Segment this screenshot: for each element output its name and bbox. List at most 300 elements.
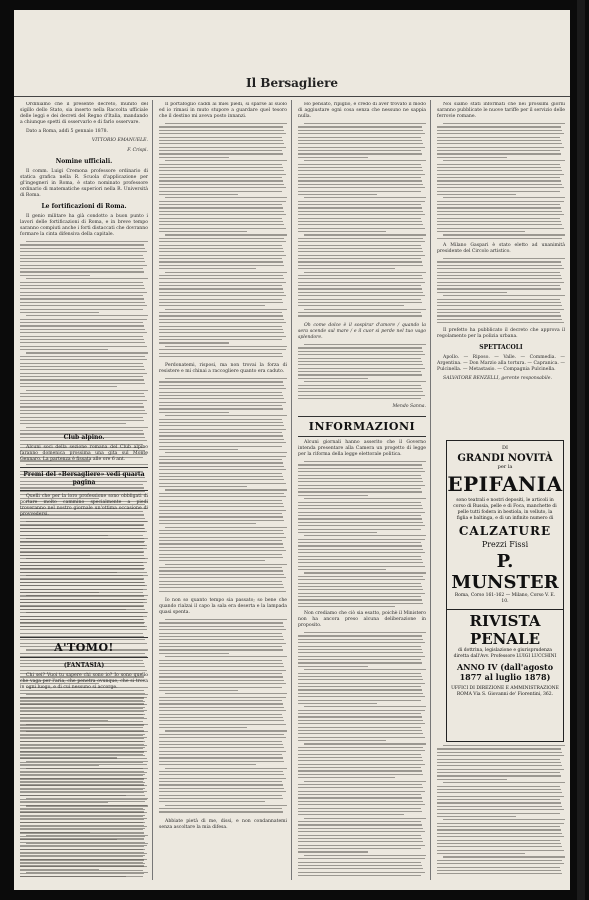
text-line [20, 876, 126, 877]
text-line [298, 164, 421, 165]
text-line [20, 541, 145, 542]
text-line [20, 762, 143, 763]
text-line [20, 413, 147, 414]
column-rule [152, 100, 153, 880]
text-line [165, 564, 287, 565]
poem-author: Mendo Sanna. [392, 404, 426, 409]
text-line [20, 531, 147, 532]
text-line [20, 599, 147, 600]
text-line [159, 392, 282, 393]
text-line [443, 295, 565, 296]
text-line [298, 133, 425, 134]
text-line [298, 529, 421, 530]
text-line [159, 520, 284, 521]
text-line [159, 550, 286, 551]
text-line [20, 298, 144, 299]
text-line [298, 831, 425, 832]
text-line [159, 218, 282, 219]
text-line [20, 332, 147, 333]
text-line [304, 272, 426, 273]
text-line [159, 567, 282, 568]
text-line [165, 693, 287, 694]
text-line [159, 255, 286, 256]
text-line [298, 368, 425, 369]
text-line [437, 870, 561, 871]
text-line [159, 353, 282, 354]
text-line [159, 516, 283, 517]
text-line [20, 619, 144, 620]
text-line [437, 799, 560, 800]
text-line [20, 568, 145, 569]
text-line [437, 813, 560, 814]
text-line [159, 288, 283, 289]
text-block [159, 123, 287, 363]
text-line [159, 757, 283, 758]
text-line [20, 816, 143, 817]
text-line [443, 123, 565, 124]
text-line [437, 860, 562, 861]
text-line [159, 710, 286, 711]
text-line [298, 255, 425, 256]
text-line [437, 140, 561, 141]
text-line [159, 626, 284, 627]
article-fortificazioni: Il genio militare ha già condotto a buon punto i lavori delle fortificazioni di Roma, e in breve tempo saranno compiuti anche i forti distaccati che dovranno formare la cinta difensiva della capitale. [20, 214, 148, 237]
ad-calzature: CALZATURE [458, 524, 552, 538]
text-line [437, 211, 562, 212]
text-line [298, 828, 423, 829]
text-line [437, 153, 561, 154]
text-line [298, 187, 425, 188]
article-informazioni: Alcuni giornali hanno asserito che il Governo intenda presentare alla Camera un progetto di legge per la riforma della legge elettorale politica. [298, 440, 426, 457]
text-line [437, 312, 560, 313]
text-line [298, 211, 423, 212]
text-line [298, 710, 425, 711]
text-line [298, 683, 425, 684]
text-line [20, 548, 143, 549]
text-line [159, 133, 286, 134]
text-line [159, 265, 284, 266]
text-line [298, 646, 421, 647]
text-line [298, 224, 423, 225]
text-line [20, 329, 145, 330]
text-line [298, 730, 422, 731]
text-line [437, 840, 560, 841]
text-line [20, 383, 145, 384]
text-line [20, 809, 145, 810]
text-line [20, 369, 145, 370]
text-line [159, 554, 282, 555]
text-line [298, 635, 422, 636]
text-line [298, 478, 422, 479]
text-line [159, 150, 282, 151]
text-line [298, 522, 423, 523]
text-line [437, 802, 561, 803]
text-line [298, 295, 425, 296]
text-line [159, 238, 284, 239]
text-line [298, 797, 422, 798]
text-line [26, 390, 148, 391]
text-line [437, 755, 564, 756]
text-line [437, 191, 560, 192]
text-line [159, 557, 283, 558]
text-line [20, 792, 144, 793]
text-line [298, 666, 368, 667]
text-line [159, 653, 229, 654]
text-line [159, 342, 229, 343]
text-line [298, 278, 423, 279]
text-line [437, 765, 562, 766]
text-line [165, 730, 287, 731]
text-line [437, 261, 561, 262]
text-line [159, 629, 286, 630]
text-line [298, 767, 421, 768]
text-line [298, 157, 368, 158]
text-line [298, 361, 422, 362]
newspaper-page [14, 10, 570, 890]
text-line [298, 351, 423, 352]
text-line [159, 778, 286, 779]
text-block [159, 619, 287, 819]
text-line [298, 147, 425, 148]
text-line [20, 863, 145, 864]
text-line [298, 727, 421, 728]
text-line [20, 789, 143, 790]
text-line [20, 708, 143, 709]
text-line [159, 319, 284, 320]
heading-nomine: Nomine ufficiali. [55, 158, 113, 165]
text-line [304, 743, 426, 744]
text-line [437, 867, 560, 868]
text-line [298, 835, 421, 836]
text-line [159, 483, 286, 484]
text-line [159, 402, 286, 403]
text-line [20, 349, 108, 350]
text-line [20, 697, 144, 698]
text-line [437, 137, 560, 138]
text-line [437, 796, 564, 797]
text-line [159, 140, 283, 141]
text-line [159, 214, 286, 215]
section-spettacoli: SPETTACOLI [479, 344, 523, 351]
text-line [159, 312, 282, 313]
gerente: SALVATORE BENZELLI, gerente responsabile. [443, 376, 552, 381]
text-line [20, 255, 143, 256]
text-line [437, 167, 561, 168]
text-line [159, 673, 282, 674]
text-line [159, 245, 282, 246]
text-line [298, 204, 421, 205]
text-line [443, 160, 565, 161]
text-line [443, 234, 565, 235]
text-line [159, 143, 284, 144]
text-line [298, 358, 421, 359]
text-line [20, 535, 143, 536]
text-line [298, 794, 421, 795]
text-line [26, 768, 148, 769]
text-line [437, 143, 562, 144]
article-club-alpino: Alcuni soci della sezione romana del Club alpino faranno domenica prossima una gita sul Monte Gennaro. La partenza è fissata alle ore 6 ant. [20, 445, 148, 462]
text-line [20, 265, 147, 266]
text-line [20, 271, 144, 272]
text-line [298, 693, 423, 694]
text-line [26, 843, 148, 844]
text-line [159, 587, 284, 588]
text-line [304, 855, 426, 856]
text-line [20, 336, 143, 337]
poem: Oh come dolce è il sospirar d'amore / quando la sera scende sul mare / e il cuor si perde nel tuo vago splendore. [298, 323, 426, 340]
text-line [159, 381, 283, 382]
text-line [20, 622, 145, 623]
text-line [437, 789, 561, 790]
text-line [159, 126, 283, 127]
text-line [159, 429, 286, 430]
text-line [437, 268, 564, 269]
text-line [159, 636, 283, 637]
text-line [20, 575, 143, 576]
story-paragraph: Il portafoglio caddi ai miei piedi, si sparse al suolo ed io rimasi in muto stupore a guardare quel tesoro che il destino mi aveva posto innanzi. [159, 102, 287, 119]
text-line [298, 700, 421, 701]
text-line [437, 843, 561, 844]
text-line [437, 170, 562, 171]
text-line [159, 506, 284, 507]
text-line [159, 707, 284, 708]
text-line [437, 873, 562, 874]
text-line [159, 513, 282, 514]
text-line [159, 476, 283, 477]
text-line [298, 218, 421, 219]
text-line [159, 466, 284, 467]
text-line [437, 299, 560, 300]
text-line [159, 510, 286, 511]
text-line [159, 204, 282, 205]
text-line [304, 234, 426, 235]
text-line [298, 505, 422, 506]
text-line [298, 485, 425, 486]
text-line [437, 319, 562, 320]
text-line [437, 288, 561, 289]
text-line [298, 599, 422, 600]
text-line [165, 123, 287, 124]
text-line [159, 761, 284, 762]
text-line [298, 265, 423, 266]
text-line [298, 468, 423, 469]
text-line [20, 724, 144, 725]
text-line [26, 427, 148, 428]
text-line [20, 701, 145, 702]
text-line [298, 475, 421, 476]
story-paragraph: Io non so quanto tempo sia passato; so bene che quando rialzai il capo la sala era deserta e la lampada quasi spenta. [159, 598, 287, 615]
text-line [159, 285, 282, 286]
text-line [437, 265, 562, 266]
text-line [298, 515, 421, 516]
text-line [165, 452, 287, 453]
text-line [159, 326, 282, 327]
text-line [159, 170, 284, 171]
text-line [159, 683, 286, 684]
text-line [165, 309, 287, 310]
ad-pre: DI [502, 445, 508, 451]
ad-rivista: RIVISTA PENALE [447, 609, 563, 648]
text-line [20, 551, 144, 552]
text-line [159, 741, 282, 742]
text-line [159, 305, 265, 306]
text-line [20, 346, 147, 347]
text-line [298, 606, 395, 607]
text-line [443, 197, 565, 198]
text-line [20, 359, 147, 360]
text-line [298, 875, 421, 876]
text-line [20, 302, 145, 303]
text-line [159, 459, 282, 460]
text-line [159, 670, 286, 671]
text-line [298, 191, 421, 192]
text-line [20, 738, 144, 739]
text-line [165, 415, 287, 416]
text-line [298, 258, 421, 259]
text-line [298, 488, 421, 489]
text-line [159, 339, 282, 340]
text-block [20, 694, 148, 880]
text-line [298, 251, 423, 252]
text-line [159, 412, 229, 413]
text-line [443, 782, 565, 783]
text-line [298, 848, 421, 849]
text-line [298, 481, 423, 482]
text-line [298, 388, 422, 389]
text-line [159, 801, 265, 802]
text-line [298, 552, 425, 553]
text-line [298, 150, 421, 151]
text-line [298, 241, 425, 242]
text-line [298, 659, 421, 660]
text-line [159, 676, 283, 677]
text-line [159, 798, 283, 799]
text-line [159, 727, 247, 728]
text-line [20, 775, 143, 776]
column-5-lower [437, 745, 565, 880]
text-line [437, 278, 562, 279]
text-line [159, 442, 286, 443]
text-line [298, 754, 421, 755]
text-line [20, 829, 143, 830]
text-line [304, 818, 426, 819]
text-line [20, 524, 144, 525]
decree-signer: VITTORIO EMANUELE. [91, 138, 148, 143]
text-line [159, 700, 282, 701]
text-line [298, 673, 421, 674]
text-line [437, 846, 562, 847]
text-line [298, 238, 423, 239]
text-line [20, 592, 99, 593]
text-line [437, 282, 564, 283]
text-block [437, 258, 565, 328]
text-line [165, 489, 287, 490]
text-line [159, 261, 283, 262]
text-line [20, 325, 144, 326]
text-line [20, 403, 143, 404]
text-line [298, 851, 368, 852]
text-line [298, 137, 421, 138]
text-line [298, 153, 422, 154]
text-line [20, 406, 144, 407]
text-line [26, 241, 148, 242]
text-line [298, 347, 422, 348]
text-line [20, 856, 143, 857]
text-line [20, 342, 145, 343]
text-line [159, 228, 286, 229]
text-line [159, 302, 283, 303]
text-line [159, 754, 282, 755]
text-line [159, 435, 283, 436]
text-line [437, 285, 560, 286]
text-line [298, 302, 422, 303]
text-line [298, 177, 421, 178]
text-line [298, 231, 386, 232]
text-line [159, 788, 284, 789]
text-line [298, 760, 423, 761]
text-line [298, 603, 423, 604]
text-line [159, 533, 284, 534]
text-line [298, 268, 395, 269]
text-line [165, 346, 287, 347]
article-informazioni: Non crediamo che ciò sia esatto, poichè il Ministero non ha ancora preso alcuna deliberazione in proposito. [298, 611, 426, 628]
text-line [20, 785, 147, 786]
text-line [298, 676, 422, 677]
text-line [298, 713, 421, 714]
text-line [298, 774, 423, 775]
text-line [298, 180, 422, 181]
text-line [298, 374, 422, 375]
text-line [20, 602, 143, 603]
text-line [159, 425, 284, 426]
text-line [20, 420, 144, 421]
text-line [159, 248, 283, 249]
text-line [159, 570, 283, 571]
text-line [20, 545, 147, 546]
text-line [20, 275, 90, 276]
ad-address: Roma, Corso 161-162 — Milano, Corso V. E. 10. [454, 593, 556, 604]
text-line [20, 870, 143, 871]
text-line [20, 582, 145, 583]
text-line [159, 456, 286, 457]
text-line [298, 471, 425, 472]
column-rule [430, 100, 431, 880]
text-line [20, 853, 147, 854]
text-line [26, 805, 148, 806]
text-line [437, 292, 507, 293]
text-line [437, 272, 560, 273]
text-line [165, 656, 287, 657]
text-line [298, 184, 423, 185]
text-line [298, 518, 422, 519]
scan-edge [577, 0, 585, 900]
text-line [298, 824, 422, 825]
text-line [159, 795, 282, 796]
atomo-subtitle: (FANTASIA) [63, 662, 105, 669]
ad-footer: UFFICI DI DIREZIONE E AMMINISTRAZIONE ROMA Via S. Giovanni de' Fiorentini, 362. [451, 686, 559, 697]
column-rule [291, 100, 292, 880]
text-line [20, 393, 144, 394]
text-line [298, 703, 377, 704]
text-line [298, 686, 421, 687]
text-line [298, 305, 404, 306]
text-line [159, 724, 286, 725]
text-line [298, 292, 423, 293]
text-line [20, 839, 117, 840]
text-line [298, 512, 425, 513]
text-line [298, 559, 422, 560]
text-line [20, 379, 144, 380]
